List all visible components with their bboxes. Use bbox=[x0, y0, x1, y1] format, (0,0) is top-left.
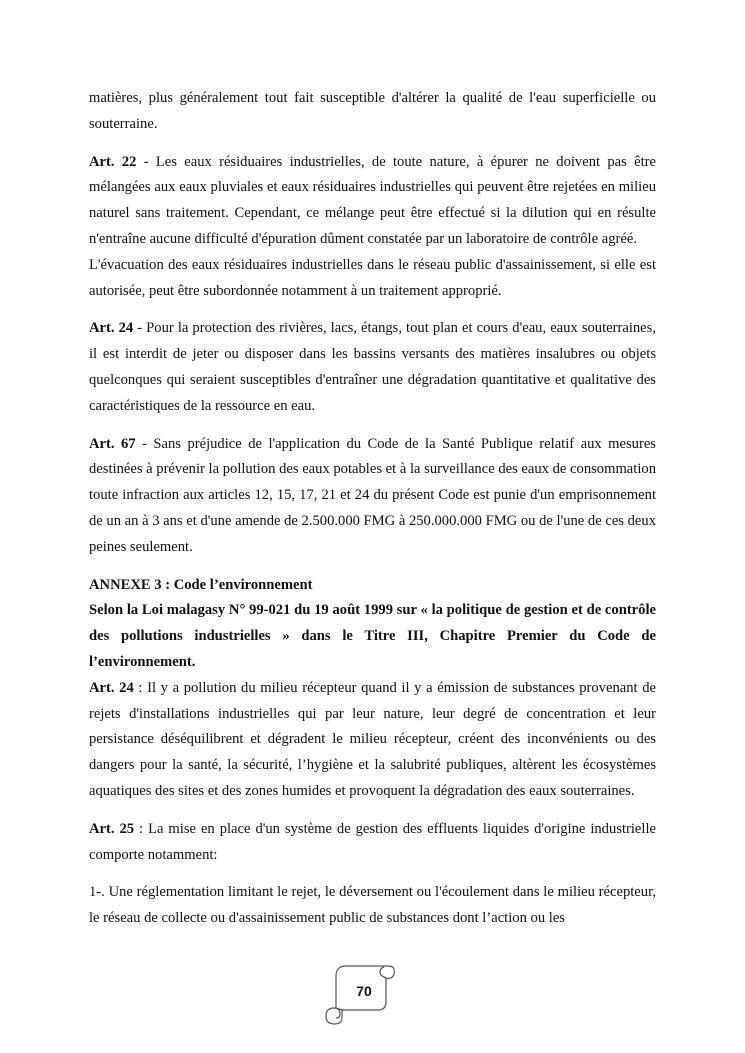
article-text: - Les eaux résiduaires industrielles, de toute nature, à épurer ne doivent pas être mélangées aux eaux pluviales et eaux résiduaires industrielles qui peuvent être rejetées en milieu naturel sans traitement. Cependant, ce mélange peut être effectué si la dilution qui en résulte n'entraîne aucune difficulté d'épuration dûment constatée par un laboratoire de contrôle agréé. bbox=[89, 153, 656, 247]
paragraph-art67 bbox=[89, 432, 656, 561]
article-text: : La mise en place d'un système de gestion des effluents liquides d'origine industrielle comporte notamment: bbox=[89, 820, 656, 863]
article-text: : Il y a pollution du milieu récepteur quand il y a émission de substances provenant de rejets d'installations industrielles qui par leur nature, leur degré de concentration et leur persistance déséquilibrent et dégradent le milieu récepteur, créent des inconvénients ou des dangers pour la santé, la sécurité, l’hygiène et la salubrité publiques, altèrent les écosystèmes aquatiques des sites et des zones humides et provoquent la dégradation des eaux souterraines. bbox=[89, 679, 656, 799]
article-text: - Pour la protection des rivières, lacs, étangs, tout plan et cours d'eau, eaux souterraines, il est interdit de jeter ou disposer dans les bassins versants des matières insalubres ou objets quelconques qui seraient susceptibles d'entraîner une dégradation quantitative et qualitative des caractéristiques de la ressource en eau. bbox=[89, 320, 656, 414]
article-label: Art. 22 bbox=[89, 153, 137, 170]
list-item-1: 1-. Une réglementation limitant le rejet, le déversement ou l'écoulement dans le milieu récepteur, le réseau de collecte ou d'assainissement public de substances dont l’action ou les bbox=[89, 884, 656, 927]
page-number-footer bbox=[318, 962, 398, 1026]
paragraph-intro: matières, plus généralement tout fait susceptible d'altérer la qualité de l'eau superficielle ou souterraine. bbox=[89, 90, 656, 132]
article-label: Art. 25 bbox=[89, 820, 135, 837]
page-content bbox=[89, 86, 656, 932]
paragraph-art22 bbox=[89, 150, 656, 253]
annexe-subtitle: Selon la Loi malagasy N° 99-021 du 19 août 1999 sur « la politique de gestion et de contrôle des pollutions industrielles » dans le Titre III, Chapitre Premier du Code de l’environnement. bbox=[89, 602, 656, 670]
article-label: Art. 24 bbox=[89, 320, 134, 337]
annexe-title: ANNEXE 3 : Code l’environnement bbox=[89, 576, 313, 593]
paragraph-art22-continued: L'évacuation des eaux résiduaires industrielles dans le réseau public d'assainissement, si elle est autorisée, peut être subordonnée notamment à un traitement approprié. bbox=[89, 256, 656, 299]
page-number: 70 bbox=[356, 983, 372, 999]
paragraph-env-art25 bbox=[89, 817, 656, 869]
article-text: - Sans préjudice de l'application du Code de la Santé Publique relatif aux mesures destinées à prévenir la pollution des eaux potables et à la surveillance des eaux de consommation toute infraction aux articles 12, 15, 17, 21 et 24 du présent Code est punie d'un emprisonnement de un an à 3 ans et d'une amende de 2.500.000 FMG à 250.000.000 FMG ou de l'une de ces deux peines seulement. bbox=[89, 435, 657, 555]
paragraph-env-art24 bbox=[89, 676, 656, 805]
article-label: Art. 24 bbox=[89, 679, 134, 696]
article-label: Art. 67 bbox=[89, 435, 136, 452]
paragraph-art24 bbox=[89, 316, 656, 419]
